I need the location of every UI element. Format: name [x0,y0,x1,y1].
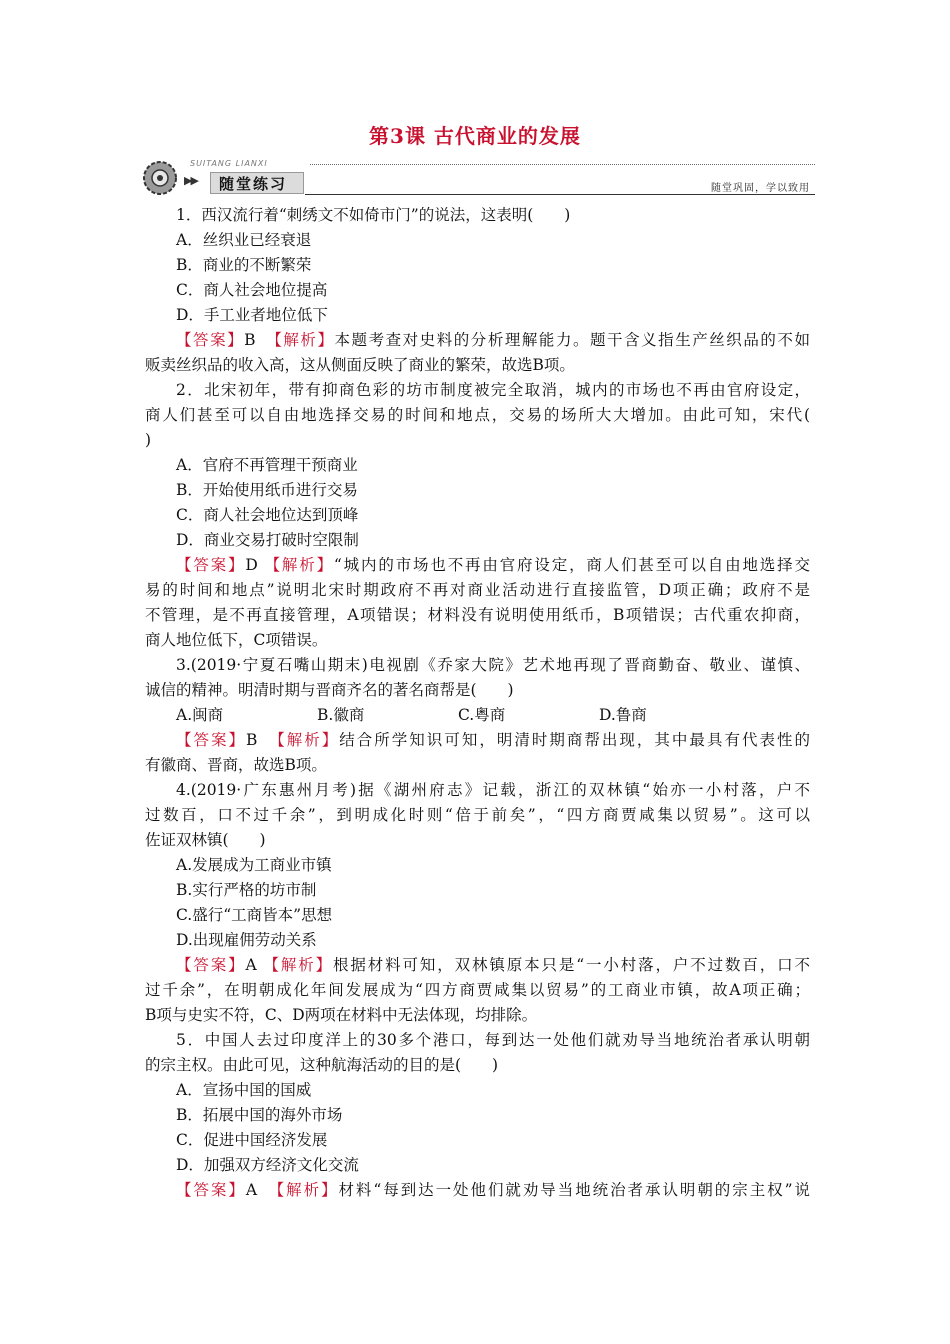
analysis-text: 易的时间和地点”说明北宋时期政府不再对商业活动进行直接监管，D项正确；政府不是 [145,581,810,599]
answer-value: D [245,556,258,574]
analysis-text: 贩卖丝织品的收入高，这从侧面反映了商业的繁荣，故选B项。 [145,356,575,374]
page-title: 第3课 古代商业的发展 [369,124,581,148]
option: B．开始使用纸币进行交易 [176,481,358,499]
answer-tag: 【答案】 [176,956,246,974]
question-stem: 商人们甚至可以自由地选择交易的时间和地点，交易的场所大大增加。由此可知，宋代( [145,406,810,424]
question-5 [145,1028,810,1203]
analysis-text: 不管理，是不再直接管理，A项错误；材料没有说明使用纸币，B项错误；古代重农抑商， [145,606,810,624]
banner-rule [305,194,815,195]
option: C．促进中国经济发展 [176,1131,328,1149]
analysis-tag: 【解析】 [264,556,334,574]
analysis-text: 有徽商、晋商，故选B项。 [145,756,327,774]
analysis-text: 本题考查对史料的分析理解能力。题干含义指生产丝织品的不如 [334,331,810,349]
analysis-text: “城内的市场也不再由官府设定，商人们甚至可以自由地选择交 [333,556,810,574]
analysis-text: B项与史实不符，C、D两项在材料中无法体现，均排除。 [145,1006,538,1024]
answer-line [145,553,810,578]
option: C．商人社会地位达到顶峰 [176,506,359,524]
option: A．宣扬中国的国威 [176,1081,312,1099]
answer-line [145,1178,810,1203]
question-stem: 过数百，口不过千余”，到明成化时则“倍于前矣”，“四方商贾咸集以贸易”。这可以 [145,806,810,824]
section-banner [140,152,820,200]
option-row [145,703,810,728]
analysis-text: 根据材料可知，双林镇原本只是“一小村落，户不过数百，口不 [333,956,810,974]
answer-line [145,728,810,753]
question-3 [145,653,810,778]
option: D．商业交易打破时空限制 [176,531,359,549]
question-stem: 5．中国人去过印度洋上的30多个港口，每到达一处他们就劝导当地统治者承认明朝 [176,1031,810,1049]
option: B．商业的不断繁荣 [176,256,312,274]
banner-pinyin: SUITANG LIANXI [190,159,268,168]
analysis-tag: 【解析】 [276,1181,339,1199]
answer-tag: 【答案】 [176,1181,246,1199]
answer-tag: 【答案】 [176,331,245,349]
analysis-text: 商人地位低下，C项错误。 [145,631,328,649]
option: D.鲁商 [599,706,647,724]
question-list [145,203,810,1203]
analysis-tag: 【解析】 [263,956,334,974]
answer-value: B [244,331,256,349]
answer-value: A [245,956,257,974]
section-title: 随堂练习 [210,172,304,194]
option: C.盛行“工商皆本”思想 [176,906,333,924]
option: D．加强双方经济文化交流 [176,1156,359,1174]
question-2 [145,378,810,653]
option: B.徽商 [317,706,365,724]
question-4 [145,778,810,1028]
analysis-text: 材料“每到达一处他们就劝导当地统治者承认明朝的宗主权”说 [338,1181,810,1199]
question-stem: 1．西汉流行着“刺绣文不如倚市门”的说法，这表明( ) [176,206,571,224]
analysis-tag: 【解析】 [274,331,335,349]
option: D．手工业者地位低下 [176,306,328,324]
question-stem: 佐证双林镇( ) [145,831,266,849]
analysis-text: 过千余”，在明朝成化年间发展成为“四方商贾咸集以贸易”的工商业市镇，故A项正确； [145,981,810,999]
question-stem: ) [145,431,152,449]
question-stem: 诚信的精神。明清时期与晋商齐名的著名商帮是( ) [145,681,514,699]
option: B．拓展中国的海外市场 [176,1106,343,1124]
question-1 [145,203,810,378]
question-stem: 的宗主权。由此可见，这种航海活动的目的是( ) [145,1056,499,1074]
option: A.发展成为工商业市镇 [176,856,332,874]
option: B.实行严格的坊市制 [176,881,317,899]
banner-dotted-rule [310,164,815,165]
answer-tag: 【答案】 [176,731,247,749]
option: A.闽商 [176,706,224,724]
analysis-tag: 【解析】 [276,731,340,749]
option: D.出现雇佣劳动关系 [176,931,317,949]
option: C．商人社会地位提高 [176,281,328,299]
option: A．丝织业已经衰退 [176,231,312,249]
question-stem: 2．北宋初年，带有抑商色彩的坊市制度被完全取消，城内的市场也不再由官府设定， [176,381,810,399]
option: C.粤商 [458,706,506,724]
question-stem: 4.(2019·广东惠州月考)据《湖州府志》记载，浙江的双林镇“始亦一小村落，户不 [176,781,810,799]
question-stem: 3.(2019·宁夏石嘴山期末)电视剧《乔家大院》艺术地再现了晋商勤奋、敬业、谨慎、 [176,656,810,674]
banner-slogan: 随堂巩固，学以致用 [711,183,810,194]
answer-line [145,328,810,353]
answer-line [145,953,810,978]
answer-tag: 【答案】 [176,556,246,574]
answer-value: B [246,731,258,749]
option: A．官府不再管理干预商业 [176,456,358,474]
answer-value: A [245,1181,258,1199]
arrows-icon: ▶▶ [184,174,197,187]
analysis-text: 结合所学知识可知，明清时期商帮出现，其中最具有代表性的 [339,731,810,749]
gear-icon [140,158,180,198]
